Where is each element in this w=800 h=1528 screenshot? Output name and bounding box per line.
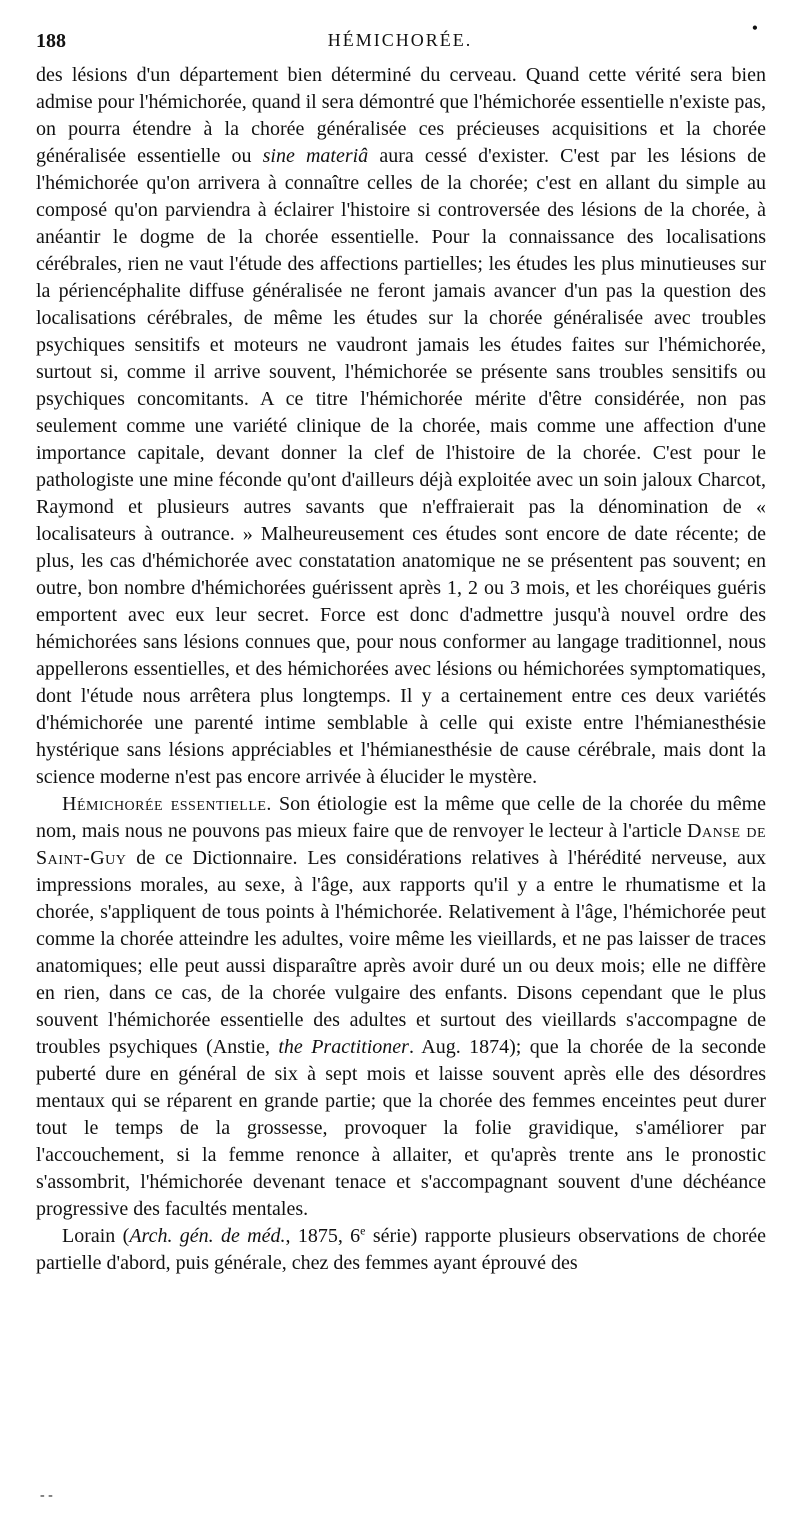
article-reference: Danse de Saint-Guy <box>36 820 766 869</box>
journal-citation: Arch. gén. de méd. <box>129 1225 286 1247</box>
paragraph-2-text-c: . Aug. 1874); que la chorée de la seconde puberté dure en général de six à sept mois et laisse souvent après elle des désordres mentaux qui se réparent en grande partie; que la chorée des femmes enceintes peut durer tout le temps de la grossesse, provoquer la folie gravidique, s'améliorer par l'accouchement, si la femme renonce à allaiter, et qu'après trente ans le pronostic s'assombrit, l'hémichorée devenant tenace et s'accompagnant souvent d'une déchéance progressive des facultés mentales. <box>36 1036 766 1220</box>
paragraph-1-italic: sine materiâ <box>262 145 369 167</box>
paragraph-3-text-a: Lorain ( <box>62 1225 130 1247</box>
paragraph-3-text-b: , 1875, 6 <box>285 1225 361 1247</box>
ordinal-superscript: e <box>360 1223 366 1238</box>
footer-mark: - - <box>40 1488 53 1503</box>
paragraph-1 <box>36 62 766 791</box>
paragraph-3-text-c: série) rapporte plusieurs observations de chorée partielle d'abord, puis générale, chez des femmes ayant éprouvé des <box>36 1225 766 1274</box>
paragraph-1-text-a: des lésions d'un département bien déterminé du cerveau. Quand cette vérité sera bien admise pour l'hémichorée, quand il sera démontré que l'hémichorée essentielle n'existe pas, on pourra étendre à la chorée généralisée ces précieuses acquisitions et la chorée généralisée essentielle ou <box>36 64 766 167</box>
body-text <box>36 62 766 1277</box>
page-number: 188 <box>36 30 66 52</box>
paragraph-3 <box>36 1223 766 1277</box>
journal-title: the Practitioner <box>278 1036 409 1058</box>
paragraph-2 <box>36 791 766 1223</box>
corner-mark: • <box>751 18 758 38</box>
section-heading: Hémichorée essentielle. <box>62 793 272 815</box>
paragraph-2-text-b: de ce Dictionnaire. Les considérations relatives à l'hérédité nerveuse, aux impressions morales, au sexe, à l'âge, aux rapports qu'il y a entre le rhumatisme et la chorée, s'appliquent de tous points à l'hémichorée. Relativement à l'âge, l'hémichorée peut comme la chorée atteindre les adultes, voire même les vieillards, et ne pas laisser de traces anatomiques; elle peut aussi disparaître après avoir duré un ou deux mois; elle ne diffère en rien, dans ce cas, de la chorée vulgaire des enfants. Disons cependant que le plus souvent l'hémichorée essentielle des adultes et surtout des vieillards s'accompagne de troubles psychiques (Anstie, <box>36 847 766 1058</box>
paragraph-1-text-b: aura cessé d'exister. C'est par les lésions de l'hémichorée qu'on arrivera à connaître celles de la chorée; c'est en allant du simple au composé qu'on parviendra à éclairer l'histoire si controversée des lésions de la chorée, à anéantir le dogme de la chorée essentielle. Pour la connaissance des localisations cérébrales, rien ne vaut l'étude des affections partielles; les études les plus minutieuses sur la périencéphalite diffuse généralisée ne feront jamais avancer d'un pas la question des localisations cérébrales, de même les études sur la chorée généralisée avec troubles psychiques sensitifs et moteurs ne vaudront jamais les études faites sur l'hémichorée, surtout si, comme il arrive souvent, l'hémichorée se présente sans troubles sensitifs ou psychiques concomitants. A ce titre l'hémichorée mérite d'être considérée, non pas seulement comme une variété clinique de la chorée, mais comme une affection d'une importance capitale, devant donner la clef de l'histoire de la chorée. C'est pour le pathologiste une mine féconde qu'ont d'ailleurs déjà exploitée avec un soin jaloux Charcot, Raymond et plusieurs autres savants que n'effraierait pas la dénomination de « localisateurs à outrance. » Malheureusement ces études sont encore de date récente; de plus, les cas d'hémichorée avec constatation anatomique ne se présentent pas souvent; en outre, bon nombre d'hémichorées guérissent après 1, 2 ou 3 mois, et les choréiques guéris emportent avec eux leur secret. Force est donc d'admettre jusqu'à nouvel ordre des hémichorées sans lésions connues que, pour nous conformer au langage traditionnel, nous appellerons essentielles, et des hémichorées avec lésions ou hémichorées symptomatiques, dont l'étude nous arrêtera plus longtemps. Il y a certainement entre ces deux variétés d'hémichorée une parenté intime semblable à celle qui existe entre l'hémianesthésie hystérique sans lésions appréciables et l'hémianesthésie de cause cérébrale, mais dont la science moderne n'est pas encore arrivée à élucider le mystère. <box>36 145 766 788</box>
paragraph-2-text-a: Son étiologie est la même que celle de la chorée du même nom, mais nous ne pouvons pas mieux faire que de renvoyer le lecteur à l'article <box>36 793 767 842</box>
page-header <box>36 18 764 58</box>
running-title: HÉMICHORÉE. <box>327 30 473 50</box>
